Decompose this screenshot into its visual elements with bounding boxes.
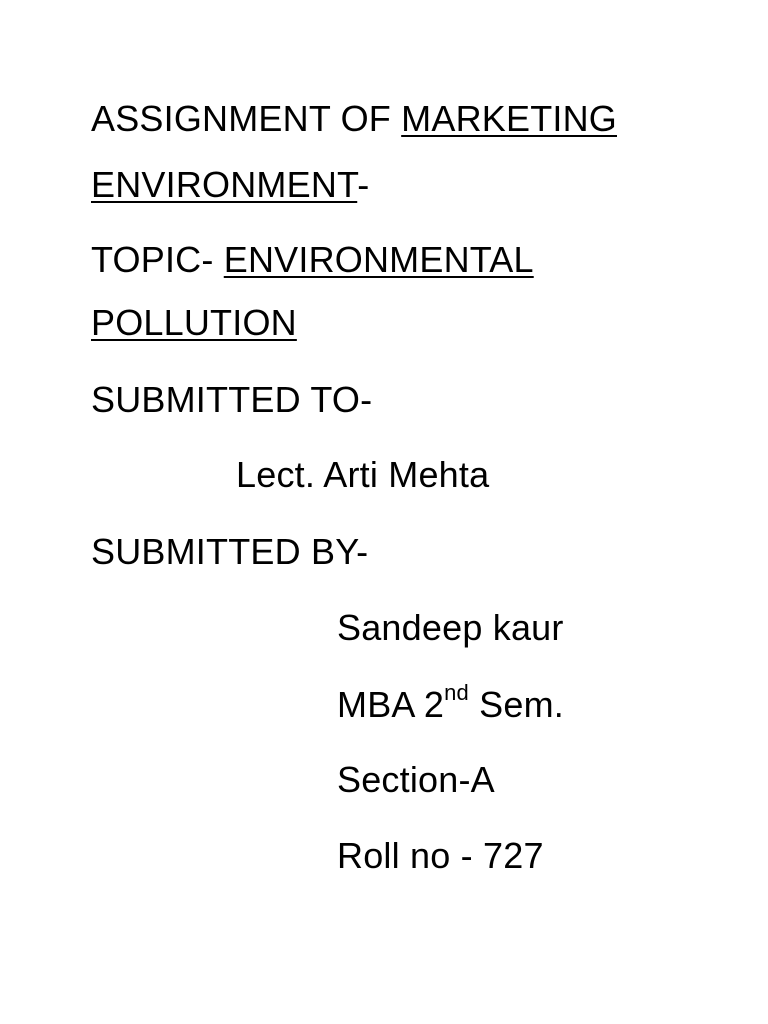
topic-line2 [91,301,297,345]
student-name: Sandeep kaur [337,607,564,648]
assignment-subject-part2: ENVIRONMENT [91,164,358,205]
assignment-suffix: - [357,164,370,205]
topic-line1 [91,238,534,282]
roll-number: Roll no - 727 [337,835,544,876]
topic-title-part1: ENVIRONMENTAL [223,239,534,280]
program-ordinal: nd [444,680,469,705]
program-suffix: Sem. [468,684,564,725]
topic-title-part2: POLLUTION [91,302,297,343]
topic-prefix: TOPIC- [91,239,224,280]
assignment-prefix: ASSIGNMENT OF [91,98,402,139]
assignment-title-line2 [91,163,369,207]
submitted-by-label: SUBMITTED BY- [91,531,369,572]
submitted-to-label: SUBMITTED TO- [91,379,373,420]
section: Section-A [337,759,495,800]
submitted-to-name: Lect. Arti Mehta [236,454,490,495]
program-semester [337,680,564,727]
program-prefix: MBA 2 [337,684,445,725]
assignment-subject-part1: MARKETING [401,98,617,139]
assignment-title-line1 [91,97,617,141]
